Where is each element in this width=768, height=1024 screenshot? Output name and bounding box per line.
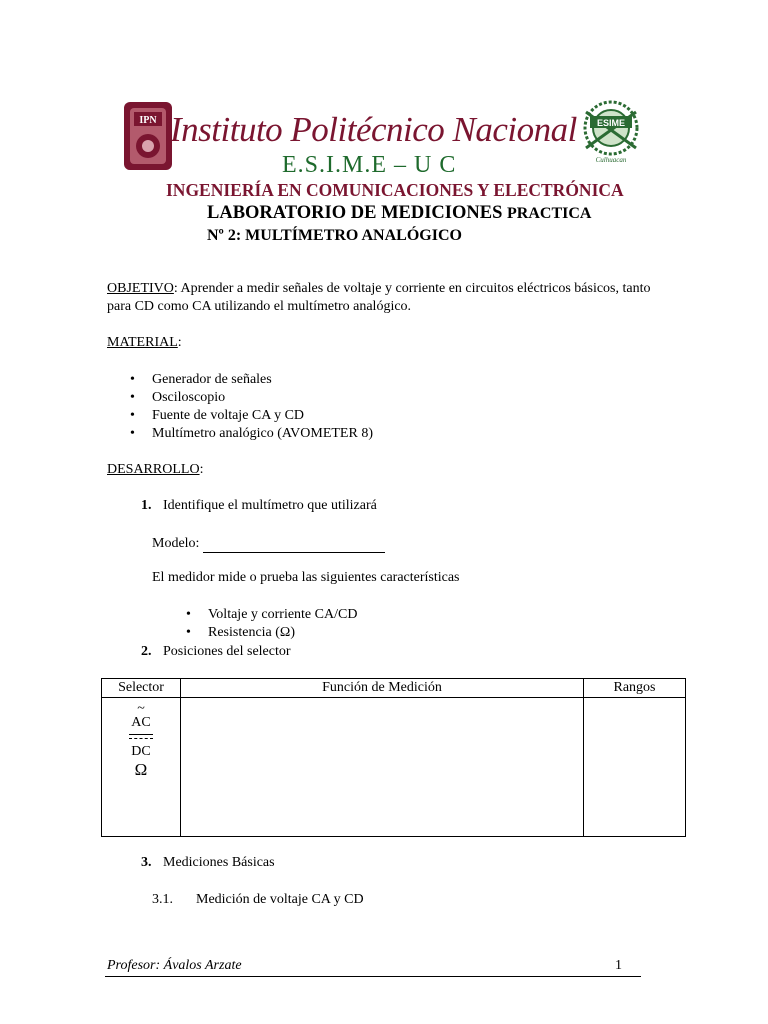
esime-logo xyxy=(578,98,644,168)
header-funcion: Función de Medición xyxy=(181,679,584,698)
esime-logo-sub: Culhuacan xyxy=(595,156,627,164)
list-item: • Fuente de voltaje CA y CD xyxy=(130,408,305,423)
selector-cell xyxy=(102,698,181,837)
lab-title xyxy=(207,203,591,224)
list-item: • Resistencia (Ω) xyxy=(186,625,295,640)
medidor-text: El medidor mide o prueba las siguientes características xyxy=(152,570,460,585)
practice-title: Nº 2: MULTÍMETRO ANALÓGICO xyxy=(207,227,462,244)
modelo-field xyxy=(152,535,385,553)
desarrollo-heading: DESARROLLO: xyxy=(107,462,204,477)
step-2: 2. Posiciones del selector xyxy=(141,644,291,659)
header-selector: Selector xyxy=(102,679,181,698)
objective-paragraph xyxy=(107,280,667,316)
rangos-cell[interactable] xyxy=(584,698,686,837)
institution-title: Instituto Politécnico Nacional xyxy=(170,110,577,149)
dc-label: DC xyxy=(131,744,151,759)
objective-label: OBJETIVO xyxy=(107,281,174,296)
modelo-blank-line[interactable] xyxy=(203,538,385,553)
ipn-logo-text: IPN xyxy=(139,115,157,126)
lab-name: LABORATORIO DE MEDICIONES xyxy=(207,203,503,223)
ipn-logo xyxy=(120,100,176,172)
step-3: 3. Mediciones Básicas xyxy=(141,855,275,870)
funcion-cell[interactable] xyxy=(181,698,584,837)
ac-label: AC xyxy=(131,715,151,730)
list-item: • Multímetro analógico (AVOMETER 8) xyxy=(130,426,373,441)
tilde-symbol: ~ xyxy=(137,701,145,716)
header-rangos: Rangos xyxy=(584,679,686,698)
omega-symbol: Ω xyxy=(134,760,148,779)
list-item: • Voltaje y corriente CA/CD xyxy=(186,607,358,622)
school-name: E.S.I.M.E – U C xyxy=(282,152,457,178)
features-list xyxy=(186,606,358,642)
step-3-1: 3.1. Medición de voltaje CA y CD xyxy=(152,892,364,907)
modelo-label: Modelo: xyxy=(152,536,200,551)
objective-text: : Aprender a medir señales de voltaje y corriente en circuitos eléctricos básicos, tanto para CD como CA utilizando el multímetro analógico. xyxy=(107,281,651,314)
list-item: • Osciloscopio xyxy=(130,390,226,405)
practica-word: PRACTICA xyxy=(507,205,592,222)
dc-symbol-icon xyxy=(129,734,153,739)
step-1: 1. Identifique el multímetro que utilizará xyxy=(141,498,377,513)
material-heading: MATERIAL: xyxy=(107,335,182,350)
page-number: 1 xyxy=(615,958,622,973)
esime-logo-text: ESIME xyxy=(596,118,626,128)
material-list xyxy=(130,371,373,443)
career-name: INGENIERÍA EN COMUNICACIONES Y ELECTRÓNICA xyxy=(166,180,624,200)
selector-table xyxy=(101,678,686,837)
list-item: • Generador de señales xyxy=(130,372,272,387)
footer-professor: Profesor: Ávalos Arzate xyxy=(107,958,242,973)
footer-divider xyxy=(105,976,641,977)
